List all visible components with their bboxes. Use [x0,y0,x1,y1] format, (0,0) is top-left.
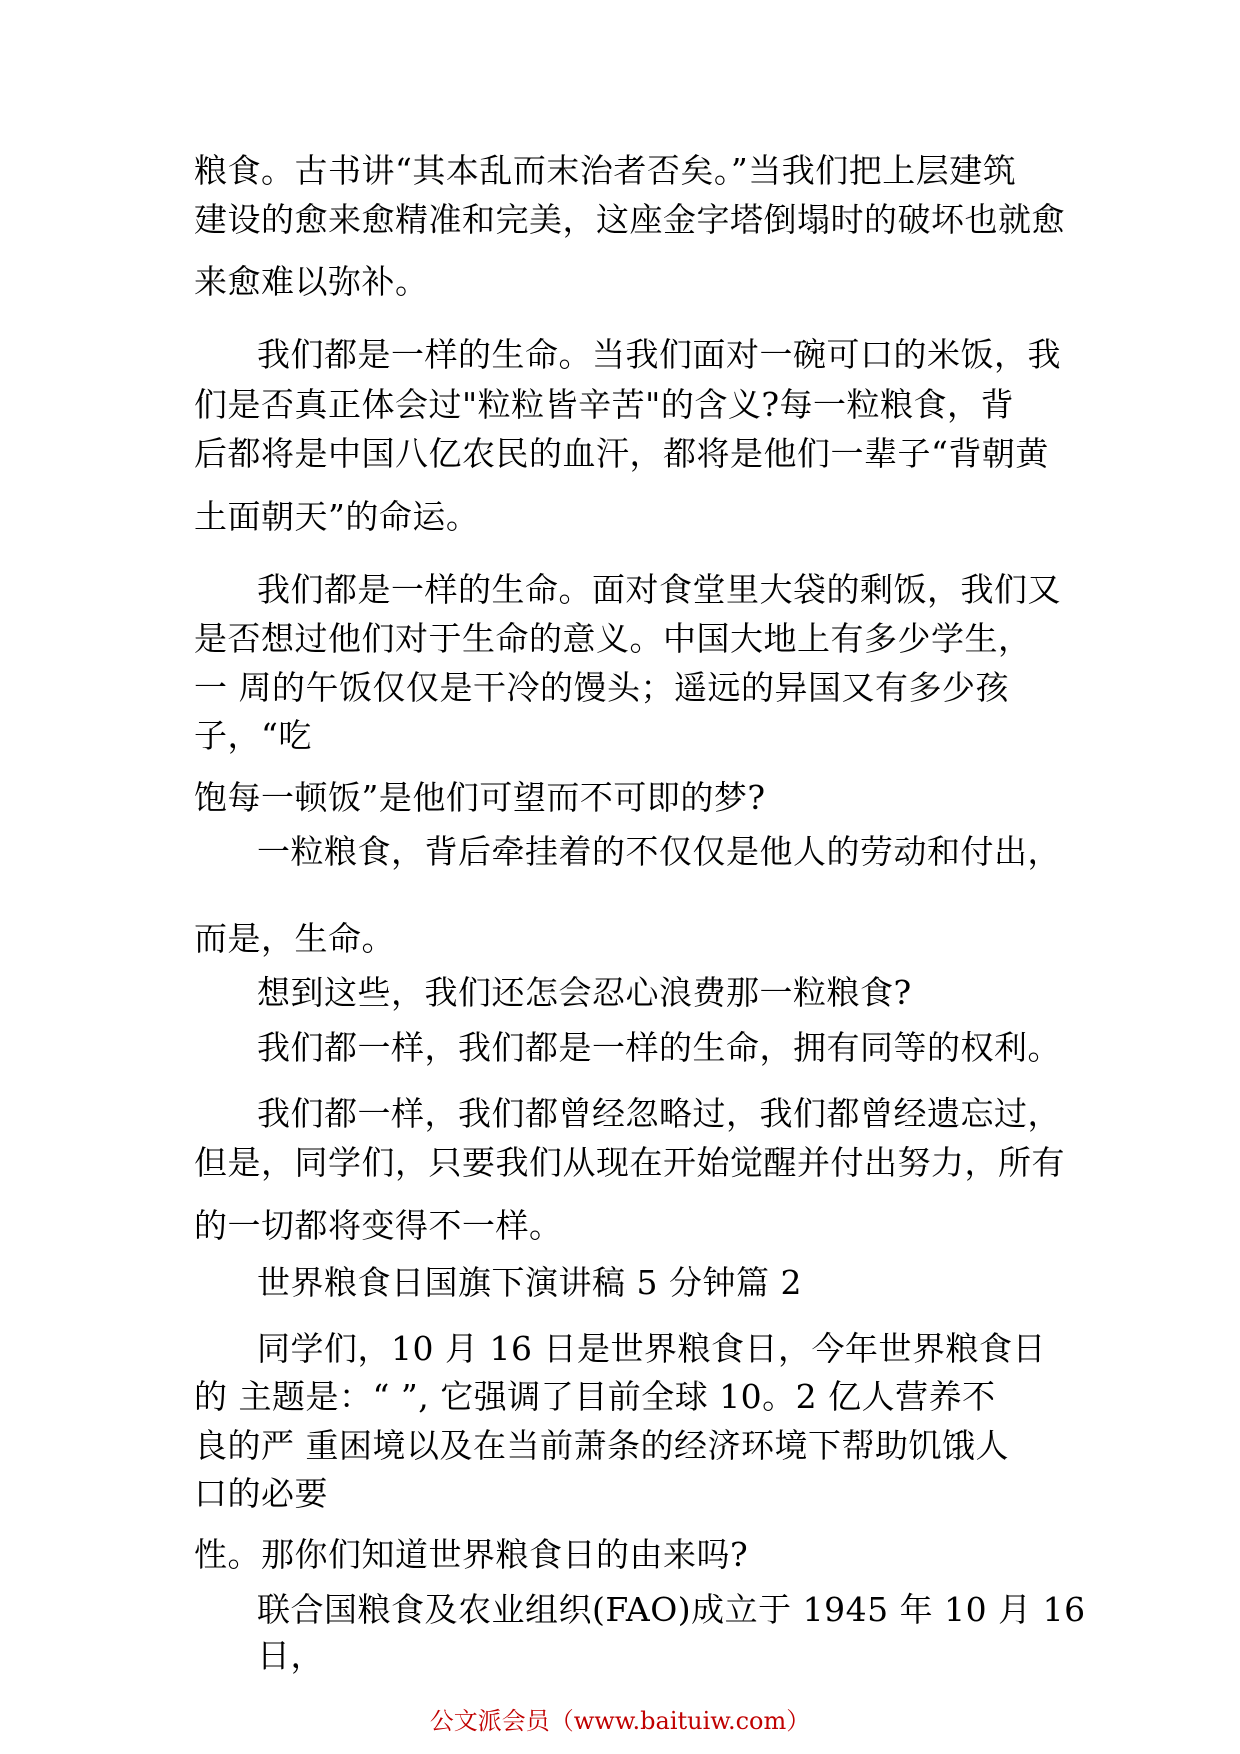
text-line-16: 我们都一样，我们都是一样的生命，拥有同等的权利。 [257,1028,1061,1067]
text-line-27: 日， [257,1636,324,1675]
text-line-14: 而是，生命。 [194,919,395,958]
text-line-3: 来愈难以弥补。 [194,262,429,301]
text-line-17: 我们都一样，我们都曾经忽略过，我们都曾经遗忘过， [257,1094,1061,1133]
text-line-12: 饱每一顿饭”是他们可望而不可即的梦? [194,778,766,817]
text-line-24: 口的必要 [194,1474,328,1513]
text-line-9: 是否想过他们对于生命的意义。中国大地上有多少学生， [194,619,1032,658]
text-line-19: 的一切都将变得不一样。 [194,1206,563,1245]
text-line-4: 我们都是一样的生命。当我们面对一碗可口的米饭，我 [257,335,1061,374]
text-line-18: 但是，同学们，只要我们从现在开始觉醒并付出努力，所有 [194,1143,1065,1182]
text-line-22: 的 主题是：“ ”, 它强调了目前全球 10。2 亿人营养不 [194,1377,996,1416]
footer-watermark-link[interactable]: 公文派会员（www.baituiw.com） [429,1707,811,1735]
text-line-23: 良的严 重困境以及在当前萧条的经济环境下帮助饥饿人 [194,1426,1009,1465]
text-line-21: 同学们，10 月 16 日是世界粮食日，今年世界粮食日 [257,1329,1046,1368]
text-line-26: 联合国粮食及农业组织(FAO)成立于 1945 年 10 月 16 [257,1590,1086,1629]
text-line-5: 们是否真正体会过"粒粒皆辛苦"的含义?每一粒粮食，背 [194,385,1015,424]
text-line-2: 建设的愈来愈精准和完美，这座金字塔倒塌时的破坏也就愈 [194,200,1065,239]
text-line-13: 一粒粮食，背后牵挂着的不仅仅是他人的劳动和付出， [257,832,1061,871]
section-heading: 世界粮食日国旗下演讲稿 5 分钟篇 2 [257,1263,802,1302]
text-line-6: 后都将是中国八亿农民的血汗，都将是他们一辈子“背朝黄 [194,434,1049,473]
text-line-10: 一 周的午饭仅仅是干冷的馒头；遥远的异国又有多少孩 [194,668,1009,707]
text-line-25: 性。那你们知道世界粮食日的由来吗? [194,1535,749,1574]
text-line-1: 粮食。古书讲“其本乱而末治者否矣。”当我们把上层建筑 [194,151,1017,190]
text-line-15: 想到这些，我们还怎会忍心浪费那一粒粮食? [257,973,912,1012]
text-line-11: 子，“吃 [194,716,312,755]
text-line-8: 我们都是一样的生命。面对食堂里大袋的剩饭，我们又 [257,570,1061,609]
text-line-7: 土面朝天”的命运。 [194,497,480,536]
